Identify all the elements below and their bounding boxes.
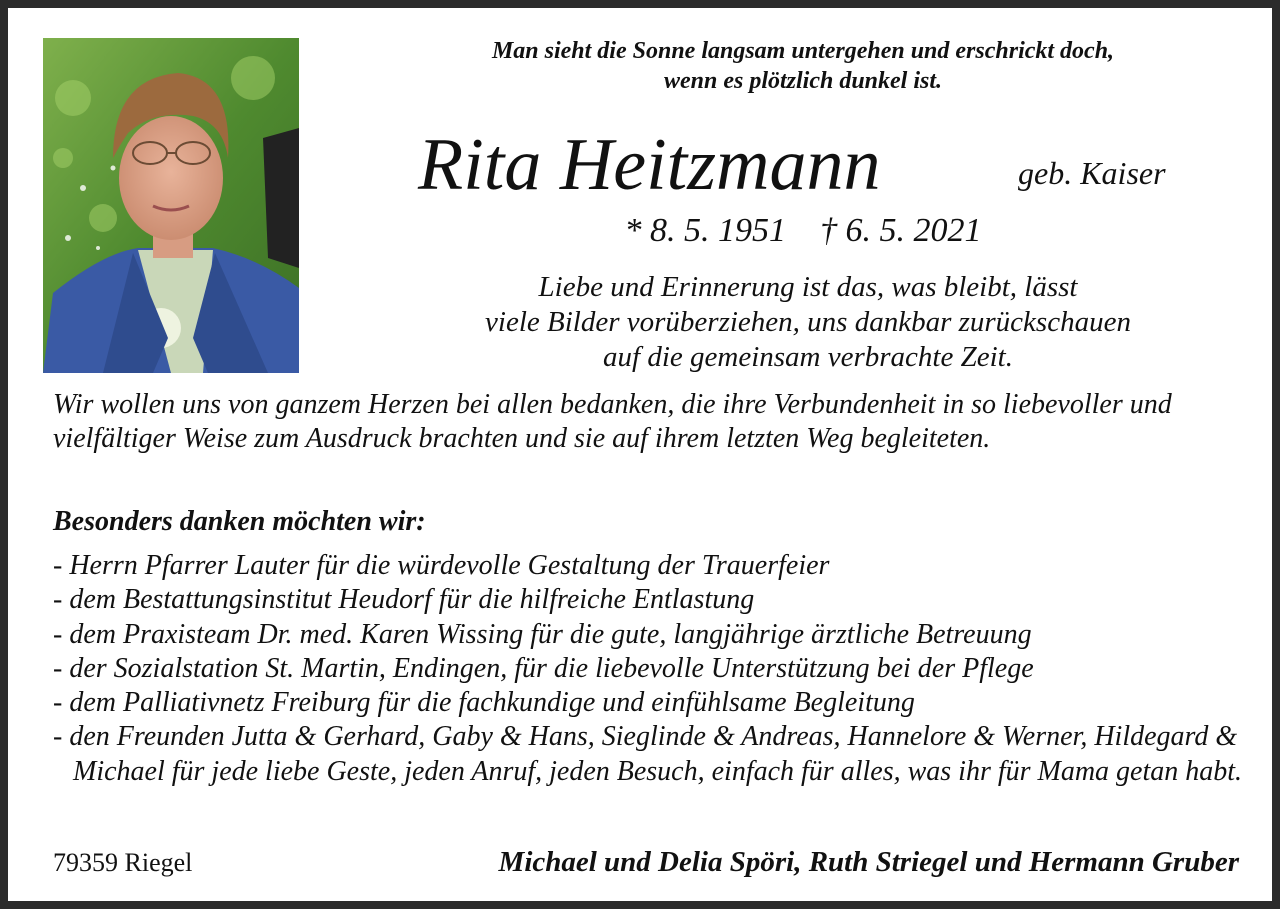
portrait-photo <box>43 38 299 373</box>
place: 79359 Riegel <box>53 848 193 877</box>
thanks-paragraph: Wir wollen uns von ganzem Herzen bei allen bedanken, die ihre Verbundenheit in so liebevoller und vielfältiger Weise zum Ausdruck brachten und sie auf ihrem letzten Weg begleiteten. <box>53 389 1172 454</box>
list-item: - dem Palliativnetz Freiburg für die fachkundige und einfühlsame Begleitung <box>53 687 915 719</box>
list-item: - Herrn Pfarrer Lauter für die würdevolle Gestaltung der Trauerfeier <box>53 550 830 581</box>
verse-line: auf die gemeinsam verbrachte Zeit. <box>603 341 1013 373</box>
special-thanks-heading: Besonders danken möchten wir: <box>53 506 426 537</box>
special-thanks-list <box>53 549 1263 789</box>
deceased-name: Rita Heitzmann <box>418 124 881 206</box>
list-item: - dem Bestattungsinstitut Heudorf für die hilfreiche Entlastung <box>53 584 755 616</box>
verse-line: Liebe und Erinnerung ist das, was bleibt, lässt <box>538 271 1078 303</box>
motto-line-1: Man sieht die Sonne langsam untergehen und erschrickt doch, <box>491 38 1115 64</box>
list-item: - der Sozialstation St. Martin, Endingen, für die liebevolle Unterstützung bei der Pflege <box>53 652 1034 684</box>
list-item: - dem Praxisteam Dr. med. Karen Wissing für die gute, langjährige ärztliche Betreuung <box>53 618 1032 650</box>
signers: Michael und Delia Spöri, Ruth Striegel und Hermann Gruber <box>498 846 1239 878</box>
motto-line-2: wenn es plötzlich dunkel ist. <box>663 68 943 94</box>
maiden-name: geb. Kaiser <box>1018 155 1166 191</box>
verse <box>408 270 1208 375</box>
motto <box>388 36 1218 96</box>
life-dates: * 8. 5. 1951 † 6. 5. 2021 <box>624 212 982 249</box>
verse-line: viele Bilder vorüberziehen, uns dankbar zurückschauen <box>485 306 1131 338</box>
list-item: - den Freunden Jutta & Gerhard, Gaby & Hans, Sieglinde & Andreas, Hannelore & Werner, Hildegard & Michael für jede liebe Geste, jeden Anruf, jeden Besuch, einfach für alles, was ihr für Mama getan habt. <box>53 721 1243 787</box>
